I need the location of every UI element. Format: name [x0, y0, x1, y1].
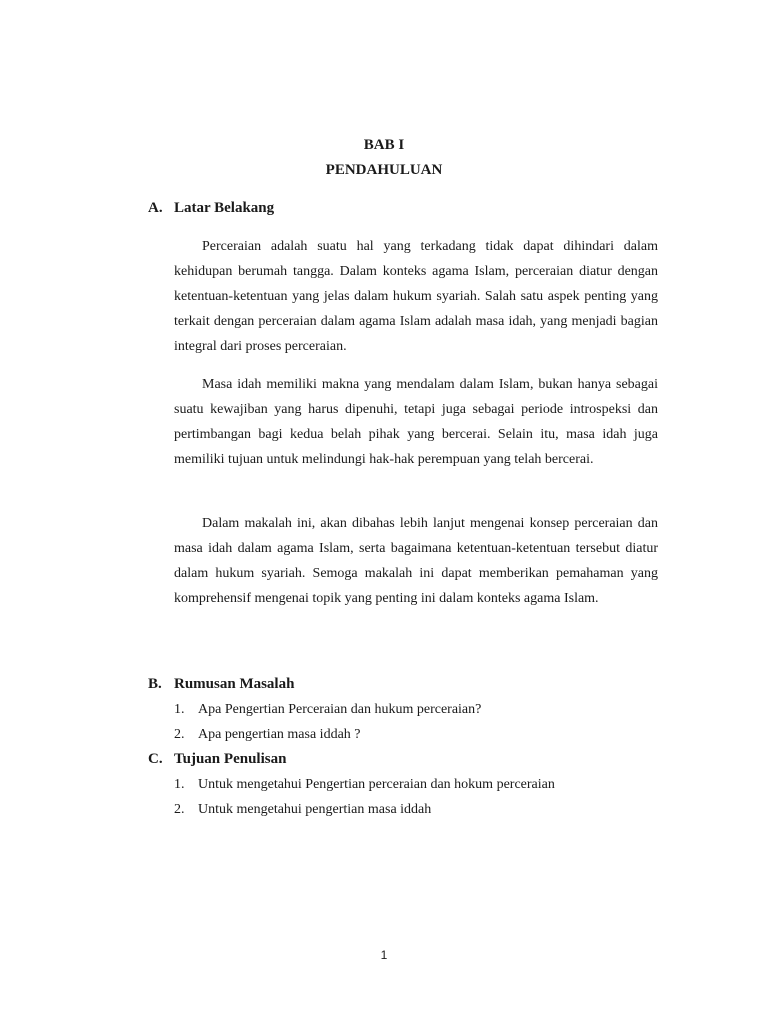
problem-item-1-text: Apa Pengertian Perceraian dan hukum perceraian?	[198, 702, 482, 717]
chapter-title: PENDAHULUAN	[325, 162, 443, 178]
background-paragraph-2: Masa idah memiliki makna yang mendalam dalam Islam, bukan hanya sebagai suatu kewajiban yang harus dipenuhi, tetapi juga sebagai periode introspeksi dan pertimbangan bagi kedua belah pihak yang bercerai. Selain itu, masa idah juga memiliki tujuan untuk melindungi hak-hak perempuan yang telah bercerai.	[174, 377, 658, 467]
background-paragraph-1: Perceraian adalah suatu hal yang terkadang tidak dapat dihindari dalam kehidupan berumah tangga. Dalam konteks agama Islam, perceraian diatur dengan ketentuan-ketentuan yang jelas dalam hukum syariah. Salah satu aspek penting yang terkait dengan perceraian dalam agama Islam adalah masa idah, yang menjadi bagian integral dari proses perceraian.	[174, 239, 658, 354]
problem-item-1	[174, 702, 481, 718]
problem-item-2	[174, 727, 361, 743]
section-c-heading	[148, 751, 286, 768]
section-a-title: Latar Belakang	[174, 200, 275, 216]
purpose-item-1-number: 1.	[174, 777, 185, 792]
background-paragraph-3: Dalam makalah ini, akan dibahas lebih lanjut mengenai konsep perceraian dan masa idah dalam agama Islam, serta bagaimana ketentuan-ketentuan tersebut diatur dalam hukum syariah. Semoga makalah ini dapat memberikan pemahaman yang komprehensif mengenai topik yang penting ini dalam konteks agama Islam.	[174, 516, 658, 606]
section-a-letter: A.	[148, 200, 163, 216]
section-b-title: Rumusan Masalah	[174, 676, 295, 692]
chapter-number: BAB I	[363, 137, 405, 153]
section-b-heading	[148, 676, 294, 693]
purpose-item-2-number: 2.	[174, 802, 185, 817]
purpose-item-2	[174, 802, 431, 818]
section-c-title: Tujuan Penulisan	[174, 751, 287, 767]
page-number: 1	[380, 948, 388, 962]
problem-item-2-text: Apa pengertian masa iddah ?	[198, 727, 361, 742]
problem-item-1-number: 1.	[174, 702, 185, 717]
section-c-letter: C.	[148, 751, 163, 767]
problem-item-2-number: 2.	[174, 727, 185, 742]
purpose-item-2-text: Untuk mengetahui pengertian masa iddah	[198, 802, 432, 817]
section-a-heading	[148, 200, 274, 217]
purpose-item-1	[174, 777, 555, 793]
purpose-item-1-text: Untuk mengetahui Pengertian perceraian dan hokum perceraian	[198, 777, 555, 792]
section-b-letter: B.	[148, 676, 162, 692]
